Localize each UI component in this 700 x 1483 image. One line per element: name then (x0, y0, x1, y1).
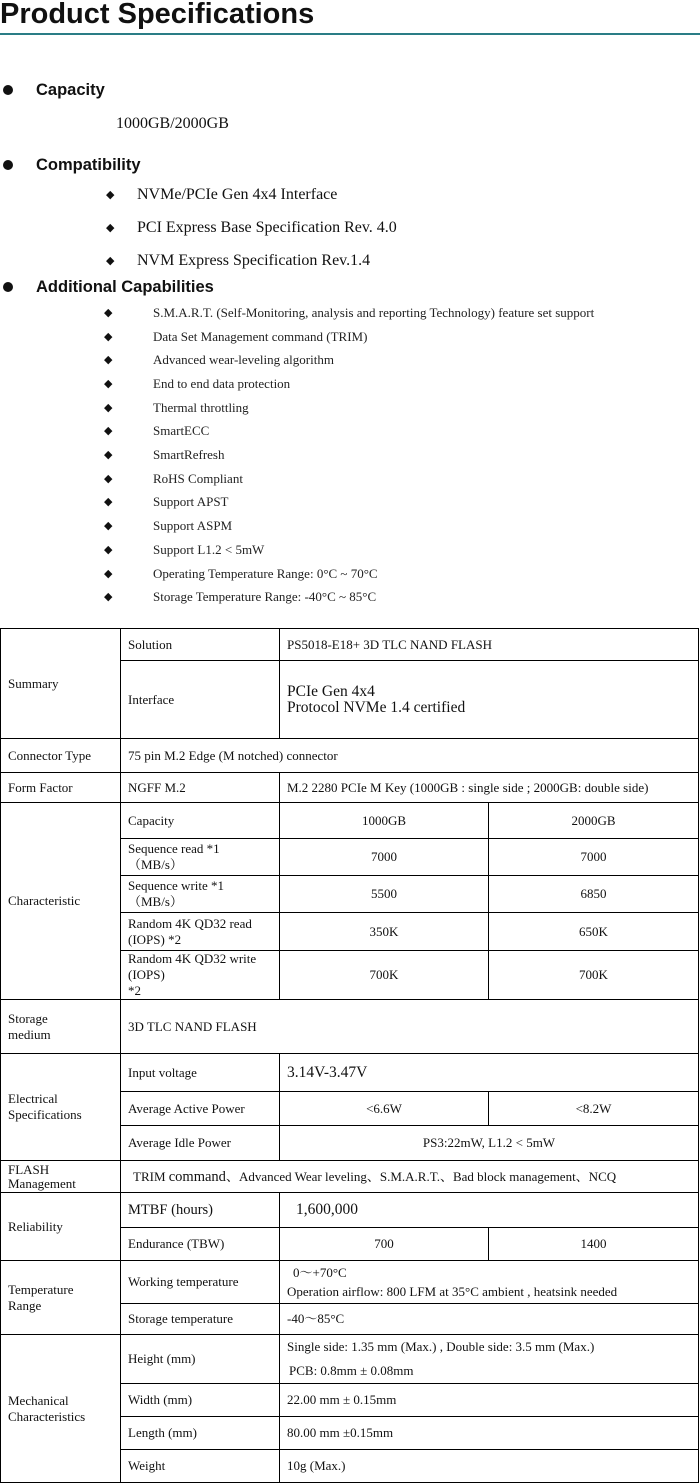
cell-value: 1000GB (280, 803, 489, 839)
diamond-bullet-icon: ◆ (104, 449, 113, 461)
cell-value: 80.00 mm ±0.15mm (280, 1417, 699, 1450)
cell-label: Endurance (TBW) (121, 1228, 280, 1261)
row-label-flash-management: FLASH Management (1, 1161, 121, 1193)
table-row (1, 1261, 699, 1304)
list-item: ◆ NVMe/PCIe Gen 4x4 Interface (106, 186, 338, 203)
cell-value: NGFF M.2 (121, 773, 280, 803)
list-item: ◆ NVM Express Specification Rev.1.4 (106, 252, 371, 269)
cell-value: 350K (280, 913, 489, 951)
diamond-bullet-icon: ◆ (106, 255, 115, 267)
cell-label: Weight (121, 1450, 280, 1483)
cell-label: Average Active Power (121, 1092, 280, 1126)
table-row (1, 629, 699, 661)
cell-value: 700K (280, 951, 489, 1000)
title-underline (0, 33, 700, 35)
cell-label: Length (mm) (121, 1417, 280, 1450)
table-row (1, 1193, 699, 1228)
cell-value: 2000GB (489, 803, 699, 839)
cell-label: Interface (121, 661, 280, 739)
row-label-form-factor: Form Factor (1, 773, 121, 803)
cell-value: TRIM command、Advanced Wear leveling、S.M.A.R.T.、Bad block management、NCQ (121, 1161, 699, 1193)
list-item: ◆ Operating Temperature Range: 0°C ~ 70°C (104, 566, 378, 581)
list-item: ◆ PCI Express Base Specification Rev. 4.0 (106, 219, 397, 236)
list-item: ◆ Storage Temperature Range: -40°C ~ 85°C (104, 589, 377, 604)
diamond-bullet-icon: ◆ (104, 425, 113, 437)
cell-value: 0～+70°C Operation airflow: 800 LFM at 35°C ambient , heatsink needed (280, 1261, 699, 1304)
cell-value: <8.2W (489, 1092, 699, 1126)
row-label-electrical: Electrical Specifications (1, 1054, 121, 1161)
row-label-connector-type: Connector Type (1, 739, 121, 773)
list-item: ◆ S.M.A.R.T. (Self-Monitoring, analysis and reporting Technology) feature set support (104, 305, 595, 320)
cell-value: 7000 (280, 839, 489, 876)
list-item: ◆ RoHS Compliant (104, 471, 243, 486)
diamond-bullet-icon: ◆ (104, 354, 113, 366)
list-item: ◆ SmartRefresh (104, 447, 225, 462)
spec-table (0, 628, 699, 1483)
filled-circle-bullet-icon (3, 160, 13, 170)
cell-value: 10g (Max.) (280, 1450, 699, 1483)
diamond-bullet-icon: ◆ (104, 496, 113, 508)
capacity-value: 1000GB/2000GB (116, 115, 229, 132)
row-label-reliability: Reliability (1, 1193, 121, 1261)
cell-label: Height (mm) (121, 1335, 280, 1384)
filled-circle-bullet-icon (3, 85, 13, 95)
section-heading: Compatibility (36, 156, 141, 174)
table-row (1, 773, 699, 803)
cell-value: 22.00 mm ± 0.15mm (280, 1384, 699, 1417)
table-row (1, 1054, 699, 1092)
cell-label: MTBF (hours) (121, 1193, 280, 1228)
list-item: ◆ SmartECC (104, 423, 210, 438)
cell-label: Solution (121, 629, 280, 661)
row-label-mechanical: Mechanical Characteristics (1, 1335, 121, 1483)
cell-label: Storage temperature (121, 1304, 280, 1335)
cell-value: 7000 (489, 839, 699, 876)
diamond-bullet-icon: ◆ (104, 307, 113, 319)
cell-value: 700K (489, 951, 699, 1000)
cell-label: Sequence write *1 （MB/s） (121, 876, 280, 913)
cell-value: 1,600,000 (280, 1193, 699, 1228)
list-item: ◆ Data Set Management command (TRIM) (104, 329, 368, 344)
row-label-storage-medium: Storage medium (1, 1000, 121, 1054)
cell-value: 650K (489, 913, 699, 951)
diamond-bullet-icon: ◆ (104, 591, 113, 603)
cell-value: 3D TLC NAND FLASH (121, 1000, 699, 1054)
row-label-summary: Summary (1, 629, 121, 739)
cell-label: Width (mm) (121, 1384, 280, 1417)
cell-value: PCIe Gen 4x4 Protocol NVMe 1.4 certified (280, 661, 699, 739)
list-item: ◆ Advanced wear-leveling algorithm (104, 352, 334, 367)
cell-value: M.2 2280 PCIe M Key (1000GB : single side ; 2000GB: double side) (280, 773, 699, 803)
cell-value: 75 pin M.2 Edge (M notched) connector (121, 739, 699, 773)
cell-label: Working temperature (121, 1261, 280, 1304)
cell-value: 5500 (280, 876, 489, 913)
diamond-bullet-icon: ◆ (106, 189, 115, 201)
cell-value: 1400 (489, 1228, 699, 1261)
table-row (1, 1000, 699, 1054)
cell-label: Capacity (121, 803, 280, 839)
diamond-bullet-icon: ◆ (104, 402, 113, 414)
diamond-bullet-icon: ◆ (106, 222, 115, 234)
list-item: ◆ Support APST (104, 494, 229, 509)
diamond-bullet-icon: ◆ (104, 331, 113, 343)
cell-value: 6850 (489, 876, 699, 913)
cell-label: Sequence read *1 （MB/s） (121, 839, 280, 876)
diamond-bullet-icon: ◆ (104, 568, 113, 580)
cell-label: Input voltage (121, 1054, 280, 1092)
diamond-bullet-icon: ◆ (104, 520, 113, 532)
cell-value: 700 (280, 1228, 489, 1261)
table-row (1, 739, 699, 773)
cell-value: <6.6W (280, 1092, 489, 1126)
cell-value: PS3:22mW, L1.2 < 5mW (280, 1126, 699, 1161)
list-item: ◆ End to end data protection (104, 376, 291, 391)
list-item: ◆ Support ASPM (104, 518, 233, 533)
table-row (1, 1335, 699, 1384)
cell-value: 3.14V-3.47V (280, 1054, 699, 1092)
list-item: ◆ Support L1.2 < 5mW (104, 542, 265, 557)
section-heading: Additional Capabilities (36, 278, 214, 296)
row-label-temperature-range: Temperature Range (1, 1261, 121, 1335)
table-row (1, 803, 699, 839)
diamond-bullet-icon: ◆ (104, 544, 113, 556)
section-heading: Capacity (36, 81, 105, 99)
cell-value: PS5018-E18+ 3D TLC NAND FLASH (280, 629, 699, 661)
diamond-bullet-icon: ◆ (104, 378, 113, 390)
cell-label: Average Idle Power (121, 1126, 280, 1161)
cell-value: -40～85°C (280, 1304, 699, 1335)
list-item: ◆ Thermal throttling (104, 400, 249, 415)
row-label-characteristic: Characteristic (1, 803, 121, 1000)
filled-circle-bullet-icon (3, 282, 13, 292)
cell-label: Random 4K QD32 read (IOPS) *2 (121, 913, 280, 951)
diamond-bullet-icon: ◆ (104, 473, 113, 485)
cell-value: Single side: 1.35 mm (Max.) , Double side: 3.5 mm (Max.) PCB: 0.8mm ± 0.08mm (280, 1335, 699, 1384)
cell-label: Random 4K QD32 write (IOPS) *2 (121, 951, 280, 1000)
table-row (1, 1161, 699, 1193)
page-title: Product Specifications (0, 0, 315, 30)
